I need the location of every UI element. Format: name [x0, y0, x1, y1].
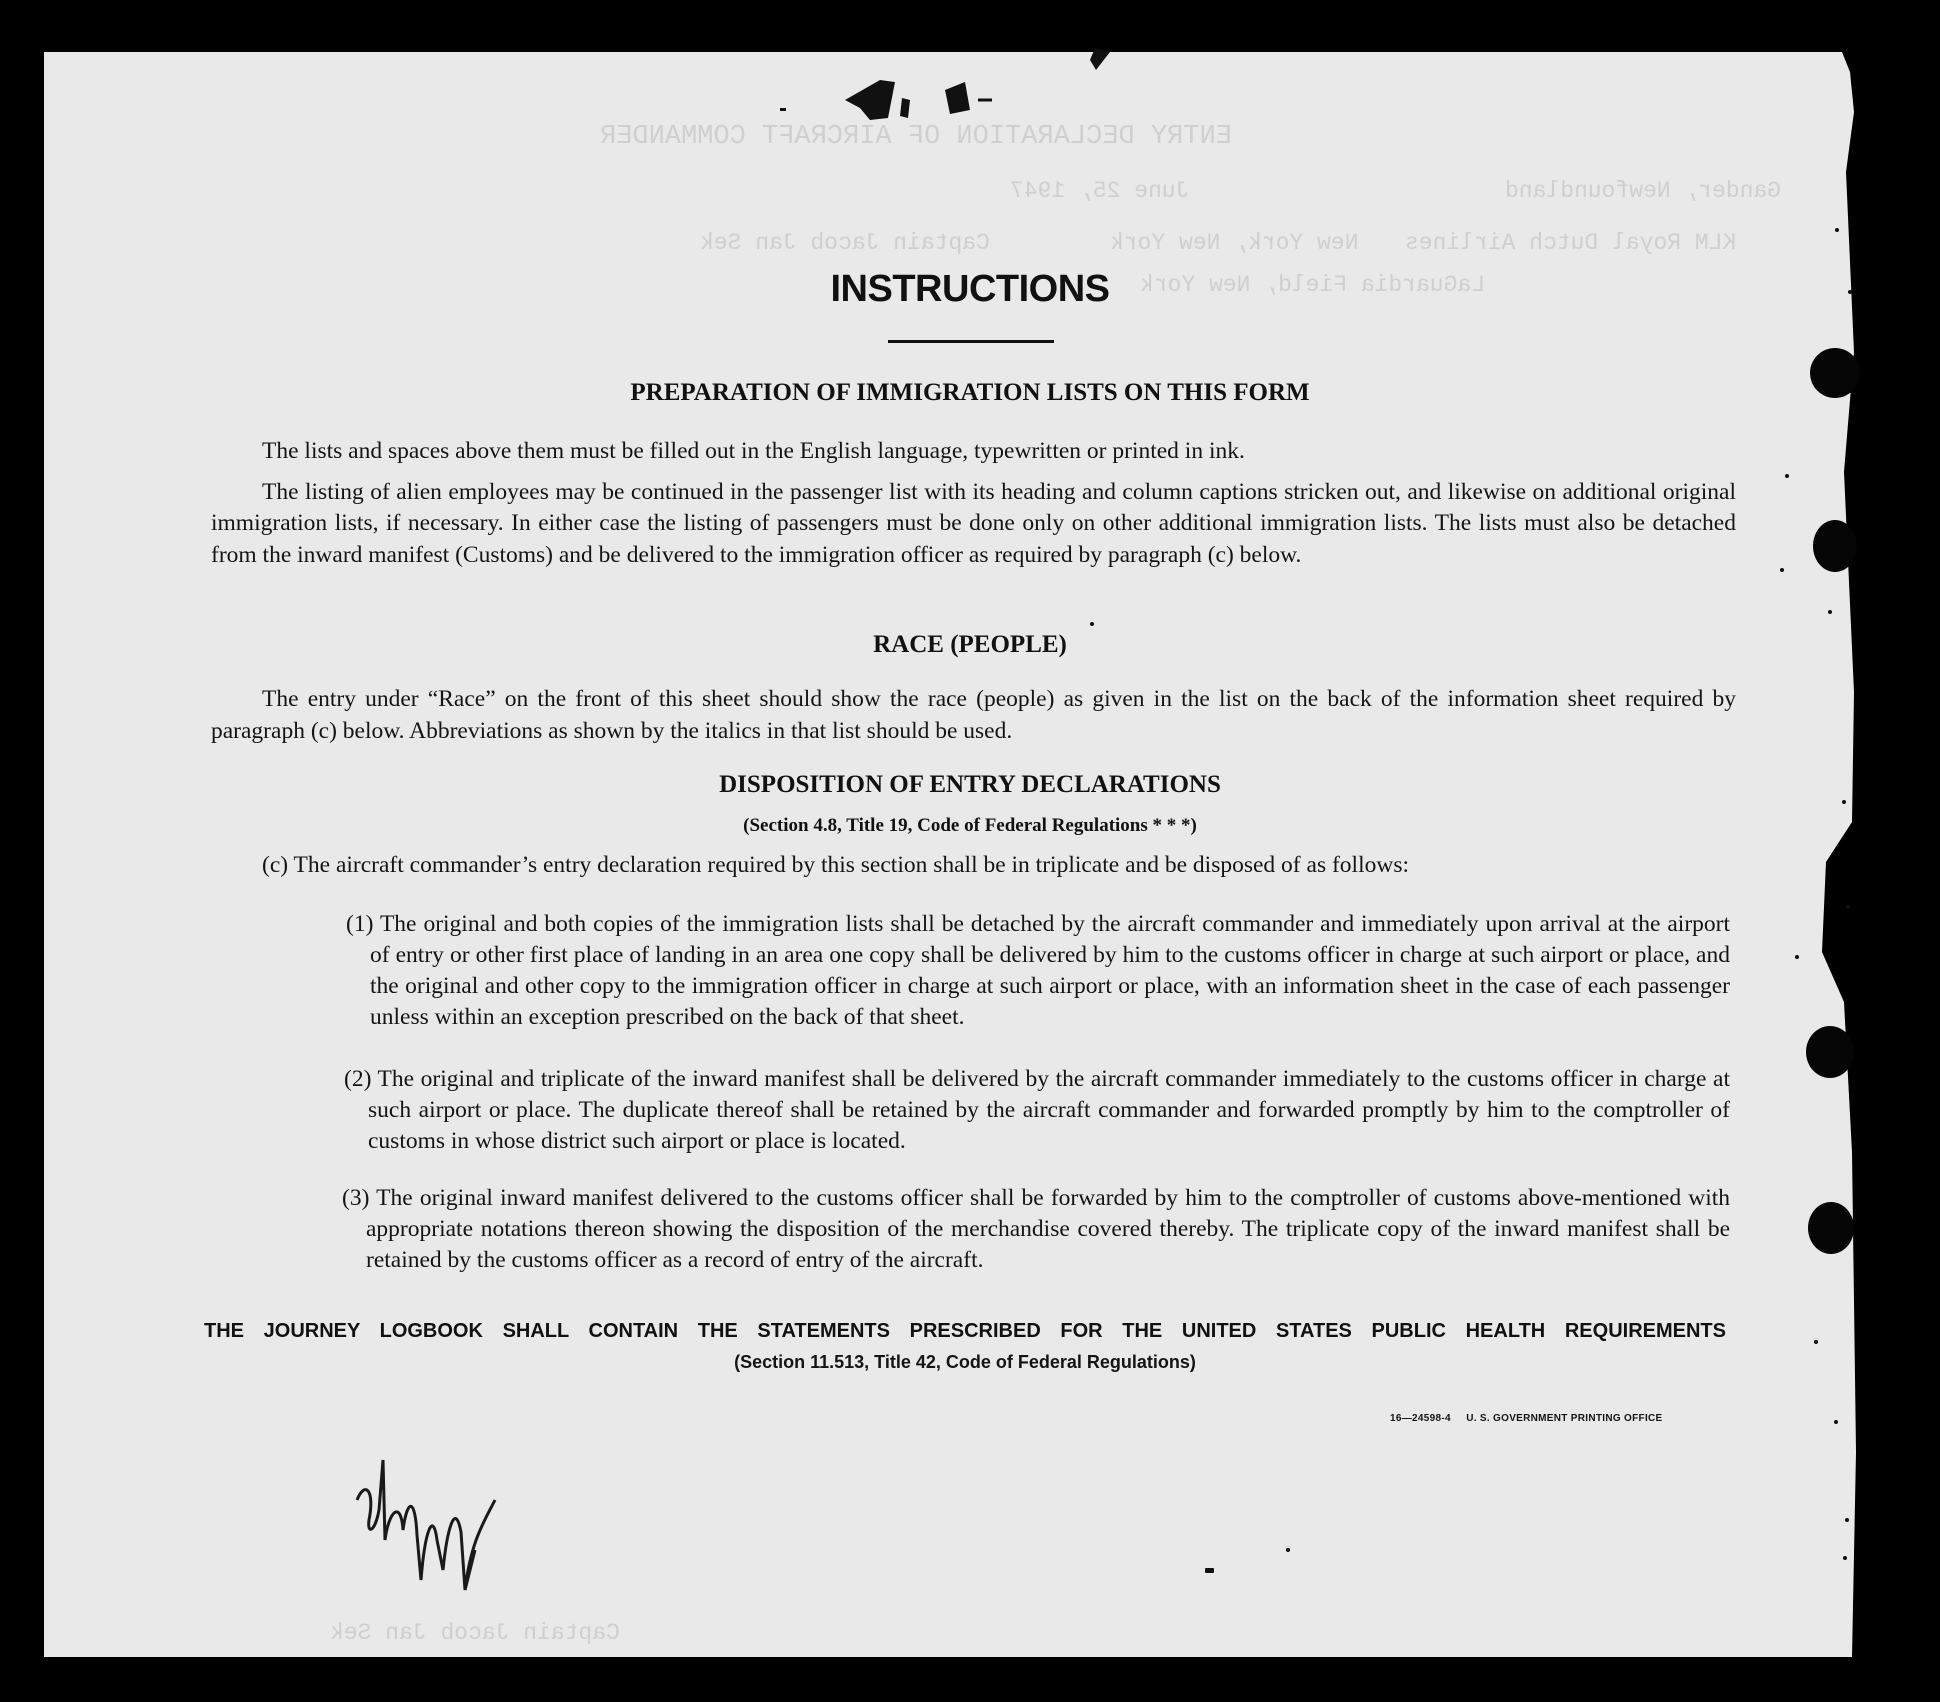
speck: [1848, 290, 1852, 294]
paragraph: The entry under “Race” on the front of this sheet should show the race (people) as given in the list on the back of the information sheet required by paragraph (c) below. Abbreviations as shown by the italics in that list should be used.: [211, 686, 1736, 744]
race-paragraph: [211, 684, 1736, 747]
footer-citation: (Section 11.513, Title 42, Code of Federal Regulations): [734, 1352, 1196, 1372]
speck: [1780, 568, 1784, 572]
punch-hole: [1808, 1202, 1854, 1254]
speck: [1828, 610, 1832, 614]
speck: [1795, 955, 1799, 959]
speck: [1846, 905, 1850, 909]
show-through-text: LaGuardia Field, New York: [1140, 272, 1486, 298]
paragraph: The lists and spaces above them must be filled out in the English language, typewritten or printed in ink.: [262, 438, 1245, 464]
speck: [1835, 228, 1839, 232]
show-through-text: Gander, Newfoundland: [1505, 178, 1782, 204]
punch-hole: [1813, 520, 1857, 572]
show-through-text: ENTRY DECLARATION OF AIRCRAFT COMMANDER: [600, 122, 1232, 152]
title-underline: [888, 340, 1054, 343]
speck: [1090, 622, 1094, 626]
speck: [1845, 1518, 1849, 1522]
printer-name: U. S. GOVERNMENT PRINTING OFFICE: [1466, 1413, 1663, 1424]
show-through-text: New York, New York: [1110, 230, 1359, 256]
speck: [1205, 1568, 1214, 1573]
punch-hole: [1810, 348, 1860, 398]
list-item: (2) The original and triplicate of the inward manifest shall be delivered by the aircraft commander immediately to the customs officer in charge at such airport or place. The duplicate thereof shall be retained by the aircraft commander and forwarded promptly by him to the comptroller of customs in whose district such airport or place is located.: [344, 1066, 1730, 1154]
speck: [1785, 474, 1789, 478]
page-title: INSTRUCTIONS: [830, 268, 1110, 310]
print-code: [1390, 1413, 1663, 1424]
show-through-text: June 25, 1947: [1010, 178, 1190, 204]
paragraph: The listing of alien employees may be continued in the passenger list with its heading and column captions stricken out, and likewise on additional original immigration lists, if necessary. In either case the listing of passengers must be done only on other additional immigration lists. The lists must also be detached from the inward manifest (Customs) and be delivered to the immigration officer as required by paragraph (c) below.: [211, 478, 1736, 568]
list-item: (1) The original and both copies of the immigration lists shall be detached by the aircraft commander and immediately upon arrival at the airport of entry or other first place of landing in an area one copy shall be delivered by him to the customs officer in charge at such airport or place, and the original and other copy to the immigration officer in charge at such airport or place, with an information sheet in the case of each passenger unless within an exception prescribed on the back of that sheet.: [346, 911, 1730, 1030]
speck: [1842, 800, 1846, 804]
print-code-number: 16—24598-4: [1390, 1413, 1451, 1424]
section-heading-disposition: DISPOSITION OF ENTRY DECLARATIONS: [719, 771, 1221, 798]
list-item: (3) The original inward manifest delivered to the customs officer shall be forwarded by him to the comptroller of customs above-mentioned with appropriate notations thereon showing the disposition of the merchandise covered thereby. The triplicate copy of the inward manifest shall be retained by the customs officer as a record of entry of the aircraft.: [342, 1185, 1730, 1273]
section-subheading-disposition: (Section 4.8, Title 19, Code of Federal Regulations * * *): [743, 815, 1197, 836]
show-through-text: Captain Jacob Jan Sek: [700, 230, 990, 256]
section-heading-race: RACE (PEOPLE): [873, 631, 1067, 658]
footer-statement: THE JOURNEY LOGBOOK SHALL CONTAIN THE STATEMENTS PRESCRIBED FOR THE UNITED STATES PUBLIC HEALTH REQUIREMENTS: [204, 1320, 1726, 1342]
preparation-paragraphs: [211, 436, 1736, 571]
show-through-text: KLM Royal Dutch Airlines: [1405, 230, 1737, 256]
speck: [1814, 1340, 1818, 1344]
speck: [1843, 1556, 1847, 1560]
speck: [1834, 1420, 1838, 1424]
handwritten-initials: [345, 1440, 525, 1600]
paragraph: (c) The aircraft commander’s entry declaration required by this section shall be in triplicate and be disposed of as follows:: [262, 852, 1409, 878]
disposition-intro: [211, 850, 1736, 882]
ink-smudge: [760, 40, 1120, 130]
punch-hole: [1806, 1026, 1854, 1078]
speck: [1286, 1548, 1290, 1552]
show-through-text: Captain Jacob Jan Sek: [330, 1620, 620, 1646]
section-heading-preparation: PREPARATION OF IMMIGRATION LISTS ON THIS FORM: [630, 379, 1310, 406]
